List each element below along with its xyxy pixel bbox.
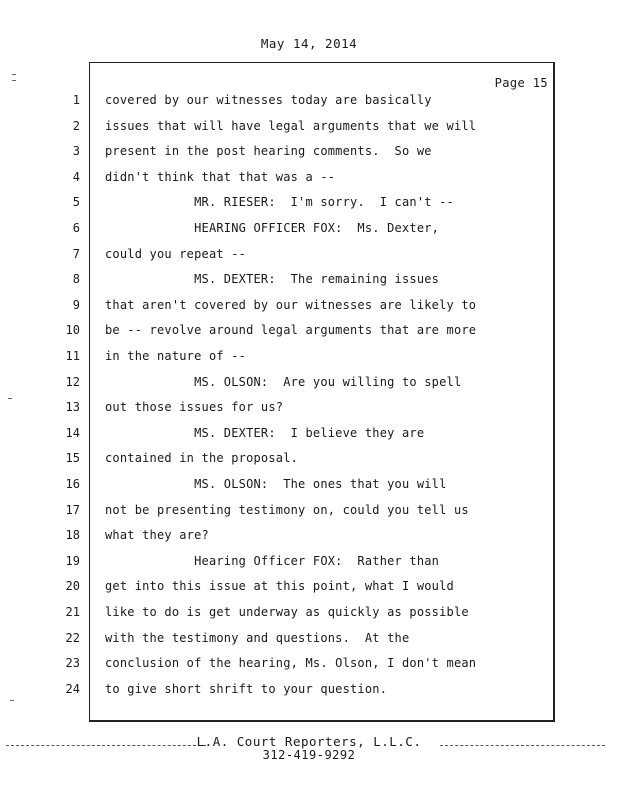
line-number: 3 [72,144,80,159]
transcript-line [0,629,618,654]
line-text: that aren't covered by our witnesses are likely to [105,297,477,312]
line-text: MS. OLSON: Are you willing to spell [105,374,462,389]
edge-mark [12,80,16,81]
transcript-line [0,424,618,449]
transcript-line [0,654,618,679]
line-text: didn't think that that was a -- [105,169,336,184]
transcript-line [0,475,618,500]
transcript-line [0,168,618,193]
line-number: 22 [65,630,80,645]
line-text: contained in the proposal. [105,451,299,466]
line-number: 17 [65,502,80,517]
line-number: 2 [72,118,80,133]
line-text: could you repeat -- [105,246,247,261]
line-text: HEARING OFFICER FOX: Ms. Dexter, [105,221,440,235]
line-number: 14 [65,425,80,440]
line-text: what they are? [105,528,209,543]
line-text: get into this issue at this point, what I would [105,579,454,594]
line-number: 15 [65,451,80,466]
line-number: 1 [72,93,80,107]
edge-mark [10,700,14,701]
transcript-line [0,91,618,116]
line-text: out those issues for us? [105,400,284,415]
line-text: Hearing Officer FOX: Rather than [105,553,440,568]
transcript-line [0,245,618,270]
line-text: MS. DEXTER: I believe they are [105,425,425,440]
transcript-line [0,449,618,474]
transcript-line [0,219,618,244]
line-text: like to do is get underway as quickly as possible [105,605,469,619]
line-number: 6 [72,221,80,235]
line-text: MS. OLSON: The ones that you will [105,477,447,491]
footer-phone: 312-419-9292 [262,748,356,762]
line-number: 24 [65,681,80,696]
line-number: 21 [65,605,80,619]
line-text: present in the post hearing comments. So we [105,144,432,159]
line-number: 7 [72,246,80,261]
line-text: MS. DEXTER: The remaining issues [105,272,440,287]
line-number: 18 [65,528,80,543]
transcript-line [0,398,618,423]
transcript-line [0,526,618,551]
page-label: Page 15 [494,76,548,90]
line-text: be -- revolve around legal arguments that are more [105,323,477,338]
line-text: not be presenting testimony on, could you tell us [105,502,469,517]
transcript-line [0,270,618,295]
transcript-line [0,552,618,577]
transcript-line [0,577,618,602]
transcript-line [0,347,618,372]
line-number: 20 [65,579,80,594]
line-number: 11 [65,349,80,363]
transcript-line [0,296,618,321]
header-date: May 14, 2014 [260,36,358,51]
edge-mark [8,398,12,399]
line-text: conclusion of the hearing, Ms. Olson, I don't mean [105,656,477,671]
transcript-line [0,603,618,628]
line-text: issues that will have legal arguments that we will [105,118,477,133]
transcript-line [0,321,618,346]
transcript-line [0,117,618,142]
line-number: 16 [65,477,80,491]
line-number: 10 [65,323,80,338]
line-number: 23 [65,656,80,671]
transcript-line [0,501,618,526]
transcript-line [0,193,618,218]
line-text: covered by our witnesses today are basically [105,93,432,107]
line-text: with the testimony and questions. At the [105,630,410,645]
line-number: 4 [72,169,80,184]
transcript-line [0,373,618,398]
line-number: 8 [72,272,80,287]
line-number: 19 [65,553,80,568]
line-number: 12 [65,374,80,389]
line-number: 9 [72,297,80,312]
line-number: 5 [72,195,80,210]
transcript-line [0,142,618,167]
footer-company: L.A. Court Reporters, L.L.C. [196,734,422,749]
line-text: MR. RIESER: I'm sorry. I can't -- [105,195,454,210]
line-number: 13 [65,400,80,415]
line-text: to give short shrift to your question. [105,681,388,696]
edge-mark [12,74,16,75]
line-text: in the nature of -- [105,349,247,363]
transcript-line [0,680,618,705]
